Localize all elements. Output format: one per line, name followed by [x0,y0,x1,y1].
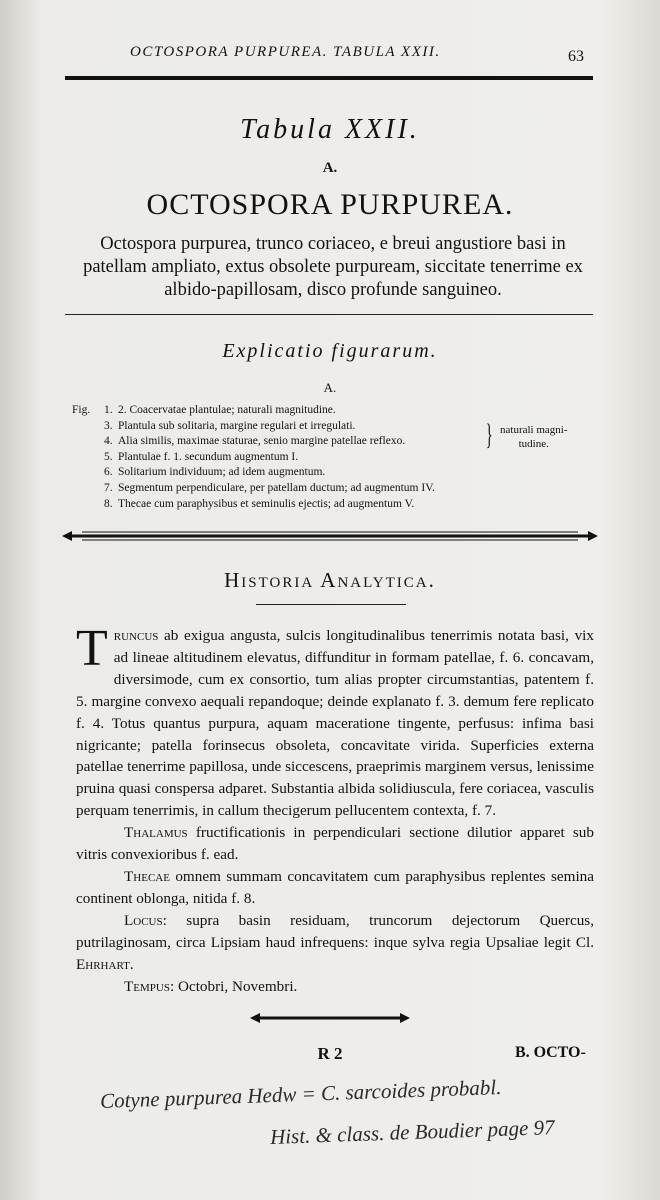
historia-body [76,620,594,997]
thalamus-paragraph [76,822,594,866]
plate-letter: A. [322,160,338,176]
running-head: OCTOSPORA PURPUREA. TABULA XXII. [130,44,441,60]
thecae-label: Thecae [124,867,170,885]
drop-cap: T [76,620,108,677]
figure-caption: Solitarium individuum; ad idem augmentum. [118,466,326,479]
end-ornament [250,1012,410,1024]
figure-number: 7. [104,481,113,494]
figure-caption: Plantulae f. 1. secundum augmentum I. [118,450,299,463]
locus-text: : supra basin residuam, truncorum dejectorum Quercus, putrilaginosam, circa Lipsiam haud infrequens: inque sylva regia Upsaliae legit Cl. [76,911,594,951]
brace-icon: } [485,418,493,451]
thecae-paragraph [76,866,594,910]
locus-label: Locus [124,911,163,929]
figure-number: 6. [104,466,113,479]
tempus-paragraph [76,976,594,998]
explicatio-title: Explicatio figurarum. [222,340,438,362]
handwritten-note: Hist. & class. de Boudier page 97 [269,1115,555,1149]
figure-item [72,419,435,435]
thalamus-label: Thalamus [124,824,188,842]
figure-caption: Plantula sub solitaria, margine regulari et irregulati. [118,419,356,432]
head-rule [65,76,593,80]
figure-number: 8. [104,497,113,510]
title-underline [256,604,406,605]
thalamus-text: fructificationis in perpendiculari sectione dilutior apparet sub vitris convexioribus f. ead. [76,824,594,864]
page-number: 63 [568,48,584,65]
truncus-paragraph [76,620,594,822]
truncus-text: ab exigua angusta, sulcis longitudinalibus tenerrimis notata basi, vix ad lineae altitudinem elevatus, diffunditur in formam patellae, f. 6. concavam, diversimode, cum ex consortio, tum alias propter circumstantias, patentem f. 5. margine convexo aequali repandoque; deinde explanato f. 3. demum fere replicato f. 4. Totus quantus purpura, aquam maceratione tingente, perfusus: infima basi nigricante; patella forinsecus obsoleta, concavitate virida. Superficies externa patellae tenerrime papillosa, unde siccescens, praeprimis marginem versus, lenissime pruina quasi conspersa adparet. Substantia albida solidiuscula, fere coriacea, vasculis perquam tenerrimis, in callum thecigerum pellucentem contexta, f. 7. [76,627,594,820]
collector-name: Ehrhart. [76,955,134,973]
figure-number: 4. [104,435,113,448]
catchword: B. OCTO- [515,1044,586,1061]
tempus-text: : Octobri, Novembri. [169,977,298,995]
figure-list [72,403,435,512]
signature-mark: R 2 [317,1044,343,1063]
brace-note-text [500,423,568,451]
locus-paragraph [76,910,594,976]
figure-caption: 2. Coacervatae plantulae; naturali magnitudine. [118,404,336,416]
explicatio-letter: A. [323,380,337,395]
figure-item [72,450,435,466]
historia-title: Historia Analytica. [224,568,436,592]
plate-title: Tabula XXII. [240,114,420,145]
tempus-label: Tempus [124,977,170,995]
truncus-label: runcus [113,627,159,644]
figure-number: 1. [104,404,113,416]
figure-caption: Alia similis, maximae staturae, senio margine patellae reflexo. [118,435,406,448]
figure-item [72,497,435,513]
figure-item [72,481,435,497]
figure-item [72,434,435,450]
figure-item [72,465,435,481]
fig-label: Fig. [72,404,91,416]
figure-caption: Segmentum perpendiculare, per patellam ductum; ad augmentum IV. [118,481,435,494]
figure-number: 5. [104,450,113,463]
section-rule [65,314,593,315]
thecae-text: omnem summam concavitatem cum paraphysibus replentes semina continent oblonga, nitida f. 8. [76,867,594,907]
ornamental-rule [62,530,598,542]
figure-item [72,403,435,419]
brace-note-line: tudine. [518,438,549,450]
species-title: OCTOSPORA PURPUREA. [146,188,514,221]
brace-note-line: naturali magni- [500,424,568,436]
species-diagnosis: Octospora purpurea, trunco coriaceo, e breui angustiore basi in patellam ampliato, extus obsolete purpuream, siccitate tenerrime ex albido-papillosam, disco profunde sanguineo. [83,234,583,300]
figure-number: 3. [104,419,113,432]
handwritten-note: Cotyne purpurea Hedw = C. sarcoides probabl. [99,1075,502,1113]
figure-caption: Thecae cum paraphysibus et seminulis ejectis; ad augmentum V. [118,497,415,510]
